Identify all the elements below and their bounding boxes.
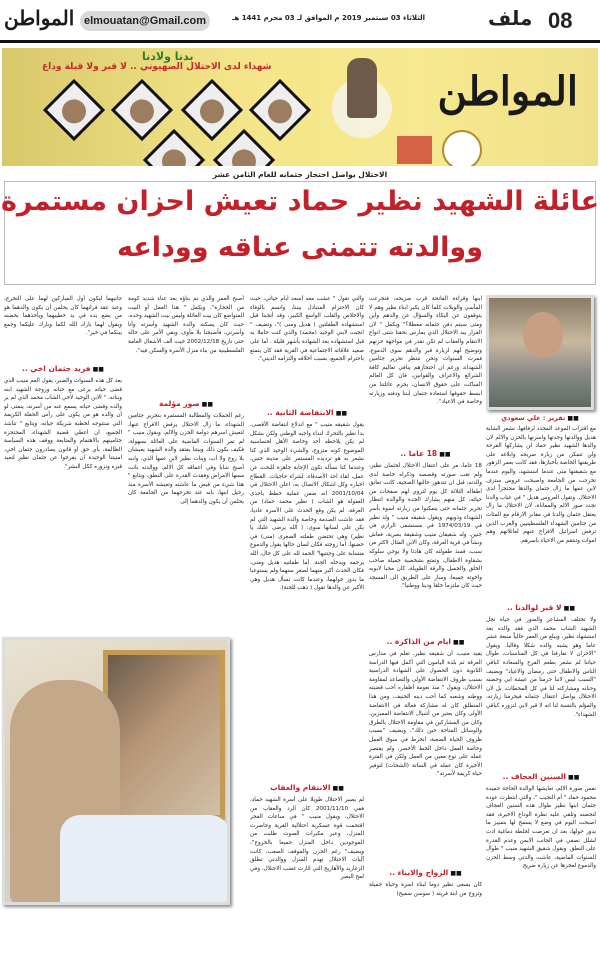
face xyxy=(523,312,563,358)
body-text: رغم الحملات والمطالبة المستمرة بتحرير جثامين الشهداء، ما زال الاحتلال يرفض الافراج عنها، لتعيش اسرهم دوامة الحزن والالم، ويقول منيب " لم تمر السنوات الماضية على العائلة بسهولة، فكيف يكون ذلك وبيتنا يفتقد والدة الشهيد يعيشان بلا زوج ولا أب، وبنات نظير لابن عمها الذي، وابنه أصبح شابا وفي اعماقه كل الالم، ووالدته باتت مسها الامراض وفقدت القدرة على النطق، ويتابع " هذا شيء من فيض ما عاشته وتعيشه الأسرة منذ رحيل ابنها، بانه عند تخرجهما من الجامعة كان يحلمن أن يكون والدهما إلى xyxy=(128,413,244,505)
subheading: ■■ 18 عاما .. xyxy=(369,449,482,458)
body-text: ابنها وقراءة الفاتحة قرب ضريحه، فتجرعت المآسي والويلات كلما كان يكبر ابناء نظير وهم لا يتوقفون عن البكاء والسؤال عن والدهم وأين ومتى سيتم دفن جثمانه معطلا؟" ويكمل " لان القرار بيد الاحتلال الذي يمارس بحقنا شتى انواع الانتقام والعقاب لم تكن تقدر في مواجهة حزنهم وتوضيح لهم لزيارة قبر والدهم سوى الدموع، فمرت السنوات ونحن ننتظر تحرير جثامين الشهداء، ورغم ان احتجازهم ينافي تعاليم كافة الشرائع والاعراف والقوانين، فان كل العالم الساكت على حقوق الانسان، يحرم عائلتنا من ابسط حقوقها استعادة جثمان ابننا ودفنه وزيارته وخاصة في الاعياد". xyxy=(369,296,482,406)
body-text: والتي تقول " عشت معه أسعد أيام حياتي، حيث كان الاحترام المتبادل بيننا، واتسم بالوفاء والاخلاص والقلب الواسع الكبير، وقد أنجبنا قبل استشهاده الطفلتين ( هديل ومنى )"، وتضيف " انجبت لابني الوحيد (محمد) والذي كنت حاملا به قبل استشهاده بعد الشهادة بأشهر قليلة . أما على صعيد علاقاته الاجتماعية في القرية فقد كان يتمتع باحترام الجميع، بسبب أخلاقه والتزامه الديني". xyxy=(250,296,364,363)
martyr-portrait xyxy=(111,79,173,141)
martyr-portrait xyxy=(249,79,311,141)
reporter-photo xyxy=(486,295,594,410)
man-figure xyxy=(347,58,377,118)
byline: ■■ تقرير : علي سعودي xyxy=(486,414,594,422)
headline-line-1: عائلة الشهيد نظير حماد تعيش احزان مستمرة xyxy=(0,186,600,217)
issue-date: الثلاثاء 03 سبتمبر 2019 م الموافق لـ 03 محرم 1441 هـ xyxy=(232,14,426,22)
framed-portrait xyxy=(103,650,225,820)
email-link[interactable]: elmouatan@Gmail.com xyxy=(80,11,210,31)
emblem-icon xyxy=(442,130,482,166)
campaign-banner xyxy=(2,48,598,166)
banner-slogan: شهداء لدى الاحتلال الصهيوني .. لا قبر ولا قبلة وداع xyxy=(42,62,272,72)
prisoners-logo xyxy=(397,136,432,164)
body-text: يفيد منيب، أن شقيقه نظير، تعلم في مدارس العرقة ثم بلدة اليامون التي أكمل فيها الدراسة الثانوية دون الحصول على الشهادة الدراسية بسبب ظروف الانتفاضة الأولى والتصاعد لمقاومة الاحتلال، ويقول " منذ نعومة أظفاره أحب قضيته ووطنه وشعبه كما أحب دينه الحنيف، ومن هذا المنطلق كان له مشاركة فعالة في الانتفاضة الأولى وكان يعتبر من أشبال الانتفاضة المميزين، وكان من المشاركين في مقاومة الاحتلال بالطرق والوسائل المتاحة حين ذلك"، ويضيف "بسبب ظروف الحياة الصعبة، انخرط في سوق العمل وخاصة العمل داخل الخط الأخضر، ولم يقتصر عمله على نوع معين من العمل ولكن في الفترة الأخيرة كان عمله في الساتة (الشحات) لتوفير حياة كريمة لأسرته". xyxy=(369,651,482,778)
subheading: ■■ السنين العجاف .. xyxy=(486,772,596,781)
subheading: ■■ فريد جثمان اخي .. xyxy=(4,364,122,373)
martyr-portrait xyxy=(213,129,275,166)
page-number: 08 xyxy=(548,8,573,33)
martyr-portrait xyxy=(43,79,105,141)
body-text: كان يسعى نظير دوما لبناء اسرة وحياة جميلة وتزوج من ابنة قريته ( سوسن سميح) xyxy=(369,882,482,897)
subheading: ■■ لا قبر لوالدنا .. xyxy=(486,603,596,612)
body-text: 18 عاما، مر على اعتقال الاحتلال لجثمان نظير، ولم تغب صورته وقصصه وذكراه خاصة لدى والدته، قبل ان تتدهور حالتها الصحية، كانت تعانق اطفاله الثلاثة كل يوم لتروي لهم صفحات من حياته، كل منهم يشارك الجدة والوالدة انتظار تحرير جثمانه حتى يتمكنوا من زيارته اسوة بأسر الشهداء وذويهم. ويقول شقيقه منيب " ولد نظير في 1974/03/19 في مستشفى الرازي في جنين، وله شقيقان منيب وشقيقة بصرية، فعاش ونشأ في قرية العرقة، وكان الابن المثال لاكثر من سبب، فمنذ طفولته كان هادئا ولا يوحي سلوكه بشقاوة الاطفال، وتمتع بشخصية جميلة صاحب الخلق والجميل والرقة الطويلة، كان محبا لابويه واخوته جميعا، وسار على الطريق الى المسجد حيث كان ملتزما خلقا ودينا ووطنيا". xyxy=(369,463,482,590)
subheading: ■■ الانتقام والعقاب xyxy=(250,783,364,792)
subheading: ■■ الزواج والابناء .. xyxy=(369,868,482,877)
newspaper-logo: المواطن xyxy=(4,6,75,30)
subheading: ■■ ايام من الذاكرة .. xyxy=(369,637,482,646)
body-text: يقول شقيقه منيب " مع اندلاع انتفاضة الأقصى، بدأ نظير بالتحرك لنداء واجبه الوطني ولكن بشكل لم يكن يلاحظه أحد وخاصة الأهل لحساسية الموضوع كونه متزوج، والشيء الوحيد الذي كنا نشعر به هو ترديده المستمر على مدينة جنين، وعندما كنا نسأله تكون الإجابة جاهزة للبحث عن عمل، لقاء احد الأصدقاء، لشراء حاجيات. القطاع اخباره وكل اشكال الاتصال به، اعلن الاحتلال في 2001/10/04 انه ضمن عملية خطط باحدى العفولة هو الشاب ( نظير محمد حماد) من العرقة. لم يكن وقع الحدث على الأسرة عاديا، فقد عاشت الصدمة وخاصة والدة الشهيد التي لم يكن على لسانها سوى: ( الله يرضى عليك يا نظير) وهي تحتضن طفلته الصغرى (منى) في حضنها. أما زوجته فكان لسان حالها يقول والدموع منسابة على وجنتيها" الحمد لله على كل حال، الله يرحمه ويدخله الجنة. أما طفلتيه هديل ومنى، فكان الحدث أكبر منهما لصغر سنهما ولم يستوعبا ما يدور حولهما، وعندما كانت تسأل هديل وهي الأكبر عن والدها تقول ( ذهب للجنة). xyxy=(250,422,364,592)
martyr-portrait xyxy=(143,129,205,166)
mother-with-portrait-photo xyxy=(2,637,230,905)
body-text: جانبهما ليكون أول المباركين لهما على التخرج، وعند عقد قرانهما كان يحلمن أن يكون والدهما هو من يضع يده في يد خطيبهما ويأخذهما بحضنه ويقول لهما بارك الله لكما وبارك عليكما وجمع بينكما في خير". xyxy=(4,296,122,337)
body-text: ولا تختلف المشاعر والصور في حياة نجل الشهيد الشاب محمد الذي فقد والده بعد استشهاد نظير، ويبلغ من العمر حالياً سبعة عشر عاما وهو يشبه والده شكلا وقالبا. ويقول "الاحزان لا تفارقنا في كل المناسبات، طوال حياتنا لم نشعر بطعم الفرح والسعادة كباقي الناس والاطفال حتى رمضان والاعياد" ويضيف "السبب ليس لاننا حرمنا من عيشة ابي وحضنه وحنانه ومشاركته لنا في كل المحطات، بل لان الاحتلال يواصل اعتقال جثمانه فيحرمنا زيارته، والمؤلم بالنسبة لنا انه لا قبر لابي لنزوره كباقي الشهداء". xyxy=(486,617,596,718)
section-title: ملف xyxy=(488,6,533,30)
kicker: الاحتلال يواصل احتجاز جثمانه للعام الثامن عشر xyxy=(212,170,388,179)
body-text: بعد كل هذه السنوات والصبر، يقول العم منيب الذي قضى حياته يرعى مع حنانه وزوجة الشهيد ابنه وبناته، " الابن الوحيد لأخي الشاب محمد الذي لم ير والده وقضى حياته يسمع عنه من أسرته، يتمنى لو أن والده هو من يكون على رأس الحفلة الكريمة التي ستتوجه لخطبة شريكة حياته، ويتابع " تناشد الجميع، ان اعطي قضية الشهداء، المحتجزة جثامينهم بالاهتمام والمتابعة ووقف هذه السياسة الظالمة، بأي حق او قانون يصادرون جثمان اخي، امنيتنا الوحيدة ان يفرجوا عن جثمان نظير لنعيد قبره ونزوره ككل البشر". xyxy=(4,378,122,470)
banner-logo: المواطن xyxy=(437,68,578,115)
body-text: مع اقتراب الموعد المحدد لزفافها، تشعر الشابة هديل ووالدتها وجدتها واسرتها بالحزن والالم لان والدها الشهيد نظير حماد لن يشاركها الفرحة ولن تتمكن من زيارة ضريحه وابلاغه على طريقتها الخاصة بأخبارها، فقد كانت بعمر الزهور مع شقيقتها منى عندما استشهد، واليوم عندما تخرجت من الجامعة واصبحت عروس ستزف لابن عمها ما زال جثمان والدها محتجزاً لدى الاحتلال. وتقول العروس هديل " في غياب والدنا نجدد صور الالم والمعاناة، لان الاحتلال ما زال يعتقل جثمان والدنا في مقابر الارقام مع المئات من جثامين الشهداء الفلسطينيين والعرب الذين ترفض اسرائيل الافراج عنهم لعائلاتهم وهم اموات وتنتقم من الاحياء باسرهم. xyxy=(486,426,596,544)
body-text: أصبح العمر والذي تم بناؤه بعد عناء شديد كومة من الحجارة"، ويكمل " هذا العمل أو البيت المتواضع كان بيت العائلة وليس بيت الشهيد وحده، حيث كان يسكنه والدة الشهيد وأسرته وأنا وأسرتي، فأصبحنا بلا مأوى، وبقي الأمر على حاله حتى تاريخ 2002/12/18 حيث ألف الأشغال العامة الفلسطينية من بناء منزل الأسرة والسكن فيه". xyxy=(128,296,244,354)
header-divider xyxy=(0,40,600,43)
banner-slogan-top: بدنا ولادنا xyxy=(142,50,194,63)
body-text: لم يصبر الاحتلال طويلا على أسرة الشهيد حماد، ففي 2001/11/10 كان الرد والعقاب من الاحتلال، ويقول منيب " في ساعات الفجر اقتحمت قوة عسكرية احتلالية القرية وحاصرت المنزل، وعبر مكبرات الصوت طلبت من الموجودين داخل المنزل جميعا بالخروج"، ويضيف" رغم الحزن والموقف الصعب، كانت آليات الاحتلال تهدم المنزل ووالدتي تطلق الزغاريد والأهازيج التي اثارت غضب الاحتلال، وفي لمح البصر xyxy=(250,797,364,881)
martyr-portrait xyxy=(181,79,243,141)
subheading: ■■ صور مؤلمة xyxy=(128,399,244,408)
headline-line-2: ووالدته تتمنى عناقه ووداعه xyxy=(116,232,484,263)
body-text: نفس صورة الالم، تعايشها الوالدة الحاجة حميدة محمود حماد " أم النجيب "، والتي انتظرت عودة جثمان ابنها نظير طوال هذه السنين العجاف لتحضنه وتلقي عليه نظرة الوداع الاخيرة، فقد اصبحت اليوم في وضع لا يسمح لها بتمييز ما يدور حولها، بعد ان تعرضت لجلطة دماغية ادت لشلل نصفي في الجانب الايمن وعدم القدرة على النطق. ويقول شقيق الشهيد منيب " طوال السنوات الماضية، عاشت والدتي وسط الحزن والدموع لعجزها عن زيارة ضريح xyxy=(486,786,596,870)
subheading: ■■ الانتفاضة الثانية .. xyxy=(250,408,364,417)
blanket xyxy=(60,815,230,905)
